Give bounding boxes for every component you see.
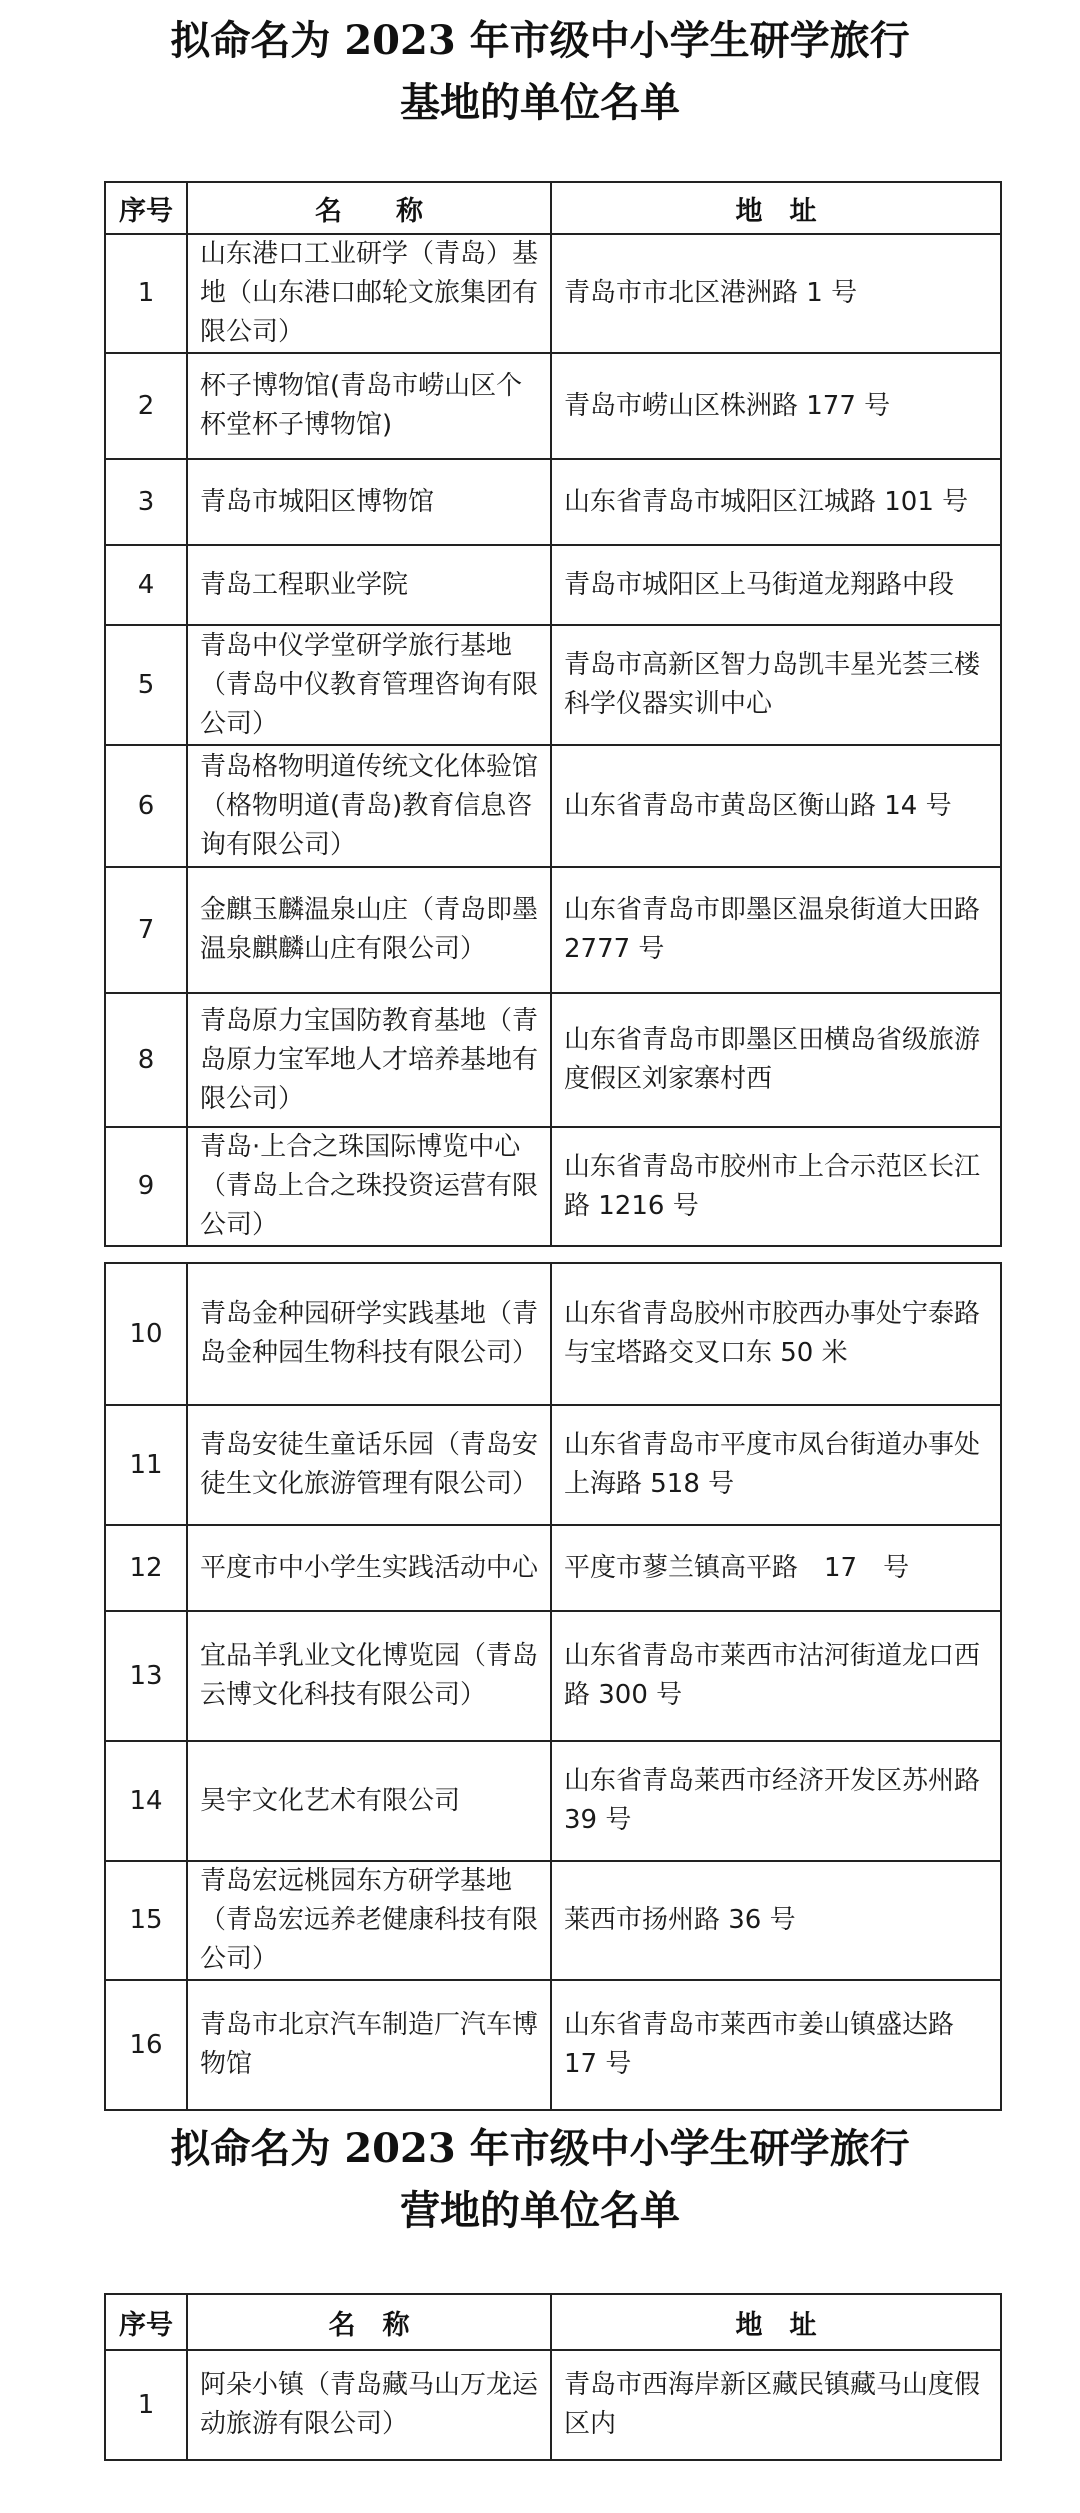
row-address: 山东省青岛市平度市凤台街道办事处上海路 518 号 (551, 1405, 1001, 1525)
row-no: 6 (105, 745, 187, 867)
table-row (105, 993, 1001, 1127)
row-no: 5 (105, 625, 187, 745)
table-row (105, 234, 1001, 353)
row-no: 2 (105, 353, 187, 459)
table-row (105, 867, 1001, 993)
row-name: 山东港口工业研学（青岛）基地（山东港口邮轮文旅集团有限公司） (187, 234, 551, 353)
row-address: 山东省青岛市即墨区田横岛省级旅游度假区刘家寨村西 (551, 993, 1001, 1127)
header-address: 地 址 (551, 182, 1001, 234)
row-name: 青岛安徒生童话乐园（青岛安徒生文化旅游管理有限公司） (187, 1405, 551, 1525)
row-name: 青岛市城阳区博物馆 (187, 459, 551, 545)
base-list-title (0, 10, 1080, 134)
row-no: 16 (105, 1980, 187, 2110)
header-name: 名 称 (187, 182, 551, 234)
row-no: 10 (105, 1263, 187, 1405)
row-address: 青岛市西海岸新区藏民镇藏马山度假区内 (551, 2350, 1001, 2460)
row-name: 青岛金种园研学实践基地（青岛金种园生物科技有限公司） (187, 1263, 551, 1405)
row-name: 青岛市北京汽车制造厂汽车博物馆 (187, 1980, 551, 2110)
row-name: 青岛格物明道传统文化体验馆（格物明道(青岛)教育信息咨询有限公司） (187, 745, 551, 867)
row-no: 11 (105, 1405, 187, 1525)
table-row (105, 625, 1001, 745)
row-name: 平度市中小学生实践活动中心 (187, 1525, 551, 1611)
row-no: 1 (105, 234, 187, 353)
camp-list-table (104, 2293, 1002, 2461)
row-name: 青岛原力宝国防教育基地（青岛原力宝军地人才培养基地有限公司） (187, 993, 551, 1127)
row-no: 8 (105, 993, 187, 1127)
row-name: 宜品羊乳业文化博览园（青岛云博文化科技有限公司） (187, 1611, 551, 1741)
table-row (105, 1127, 1001, 1246)
row-name: 青岛工程职业学院 (187, 545, 551, 625)
row-no: 9 (105, 1127, 187, 1246)
table-row (105, 1405, 1001, 1525)
row-address: 山东省青岛市莱西市姜山镇盛达路 17 号 (551, 1980, 1001, 2110)
table-row (105, 353, 1001, 459)
table-row (105, 459, 1001, 545)
row-address: 山东省青岛市莱西市沽河街道龙口西路 300 号 (551, 1611, 1001, 1741)
row-no: 13 (105, 1611, 187, 1741)
row-address: 青岛市市北区港洲路 1 号 (551, 234, 1001, 353)
row-name: 青岛·上合之珠国际博览中心（青岛上合之珠投资运营有限公司） (187, 1127, 551, 1246)
camp-list-title-line1: 拟命名为 2023 年市级中小学生研学旅行 (170, 2125, 910, 2172)
row-no: 3 (105, 459, 187, 545)
row-address: 平度市蓼兰镇高平路 17 号 (551, 1525, 1001, 1611)
table-row (105, 1980, 1001, 2110)
base-list-table (104, 181, 1002, 1247)
row-address: 莱西市扬州路 36 号 (551, 1861, 1001, 1980)
row-address: 山东省青岛市胶州市上合示范区长江路 1216 号 (551, 1127, 1001, 1246)
table-row (105, 545, 1001, 625)
table-row (105, 1861, 1001, 1980)
base-list-table-continued (104, 1262, 1007, 2111)
row-address: 青岛市城阳区上马街道龙翔路中段 (551, 545, 1001, 625)
row-no: 4 (105, 545, 187, 625)
row-no: 15 (105, 1861, 187, 1980)
row-address: 青岛市崂山区株洲路 177 号 (551, 353, 1001, 459)
table-row (105, 1525, 1001, 1611)
table-header-row (105, 182, 1001, 234)
table-row (105, 1263, 1001, 1405)
row-no: 12 (105, 1525, 187, 1611)
camp-list-title (0, 2118, 1080, 2242)
table-row (105, 1611, 1001, 1741)
row-name: 青岛中仪学堂研学旅行基地（青岛中仪教育管理咨询有限公司） (187, 625, 551, 745)
row-no: 7 (105, 867, 187, 993)
base-list-title-line1: 拟命名为 2023 年市级中小学生研学旅行 (170, 17, 910, 64)
row-address: 山东省青岛莱西市经济开发区苏州路 39 号 (551, 1741, 1001, 1861)
row-address: 青岛市高新区智力岛凯丰星光荟三楼科学仪器实训中心 (551, 625, 1001, 745)
table-row (105, 1741, 1001, 1861)
header-address: 地 址 (551, 2294, 1001, 2350)
header-no: 序号 (105, 182, 187, 234)
base-list-title-line2: 基地的单位名单 (400, 79, 680, 126)
row-address: 山东省青岛市黄岛区衡山路 14 号 (551, 745, 1001, 867)
row-address: 山东省青岛胶州市胶西办事处宁泰路与宝塔路交叉口东 50 米 (551, 1263, 1001, 1405)
row-name: 金麒玉麟温泉山庄（青岛即墨温泉麒麟山庄有限公司） (187, 867, 551, 993)
row-name: 杯子博物馆(青岛市崂山区个杯堂杯子博物馆) (187, 353, 551, 459)
camp-list-title-line2: 营地的单位名单 (400, 2187, 680, 2234)
row-no: 1 (105, 2350, 187, 2460)
table-row (105, 2350, 1001, 2460)
header-name: 名 称 (187, 2294, 551, 2350)
table-header-row (105, 2294, 1001, 2350)
header-no: 序号 (105, 2294, 187, 2350)
row-address: 山东省青岛市即墨区温泉街道大田路 2777 号 (551, 867, 1001, 993)
table-row (105, 745, 1001, 867)
row-name: 阿朵小镇（青岛藏马山万龙运动旅游有限公司） (187, 2350, 551, 2460)
row-name: 昊宇文化艺术有限公司 (187, 1741, 551, 1861)
row-name: 青岛宏远桃园东方研学基地（青岛宏远养老健康科技有限公司） (187, 1861, 551, 1980)
row-address: 山东省青岛市城阳区江城路 101 号 (551, 459, 1001, 545)
row-no: 14 (105, 1741, 187, 1861)
